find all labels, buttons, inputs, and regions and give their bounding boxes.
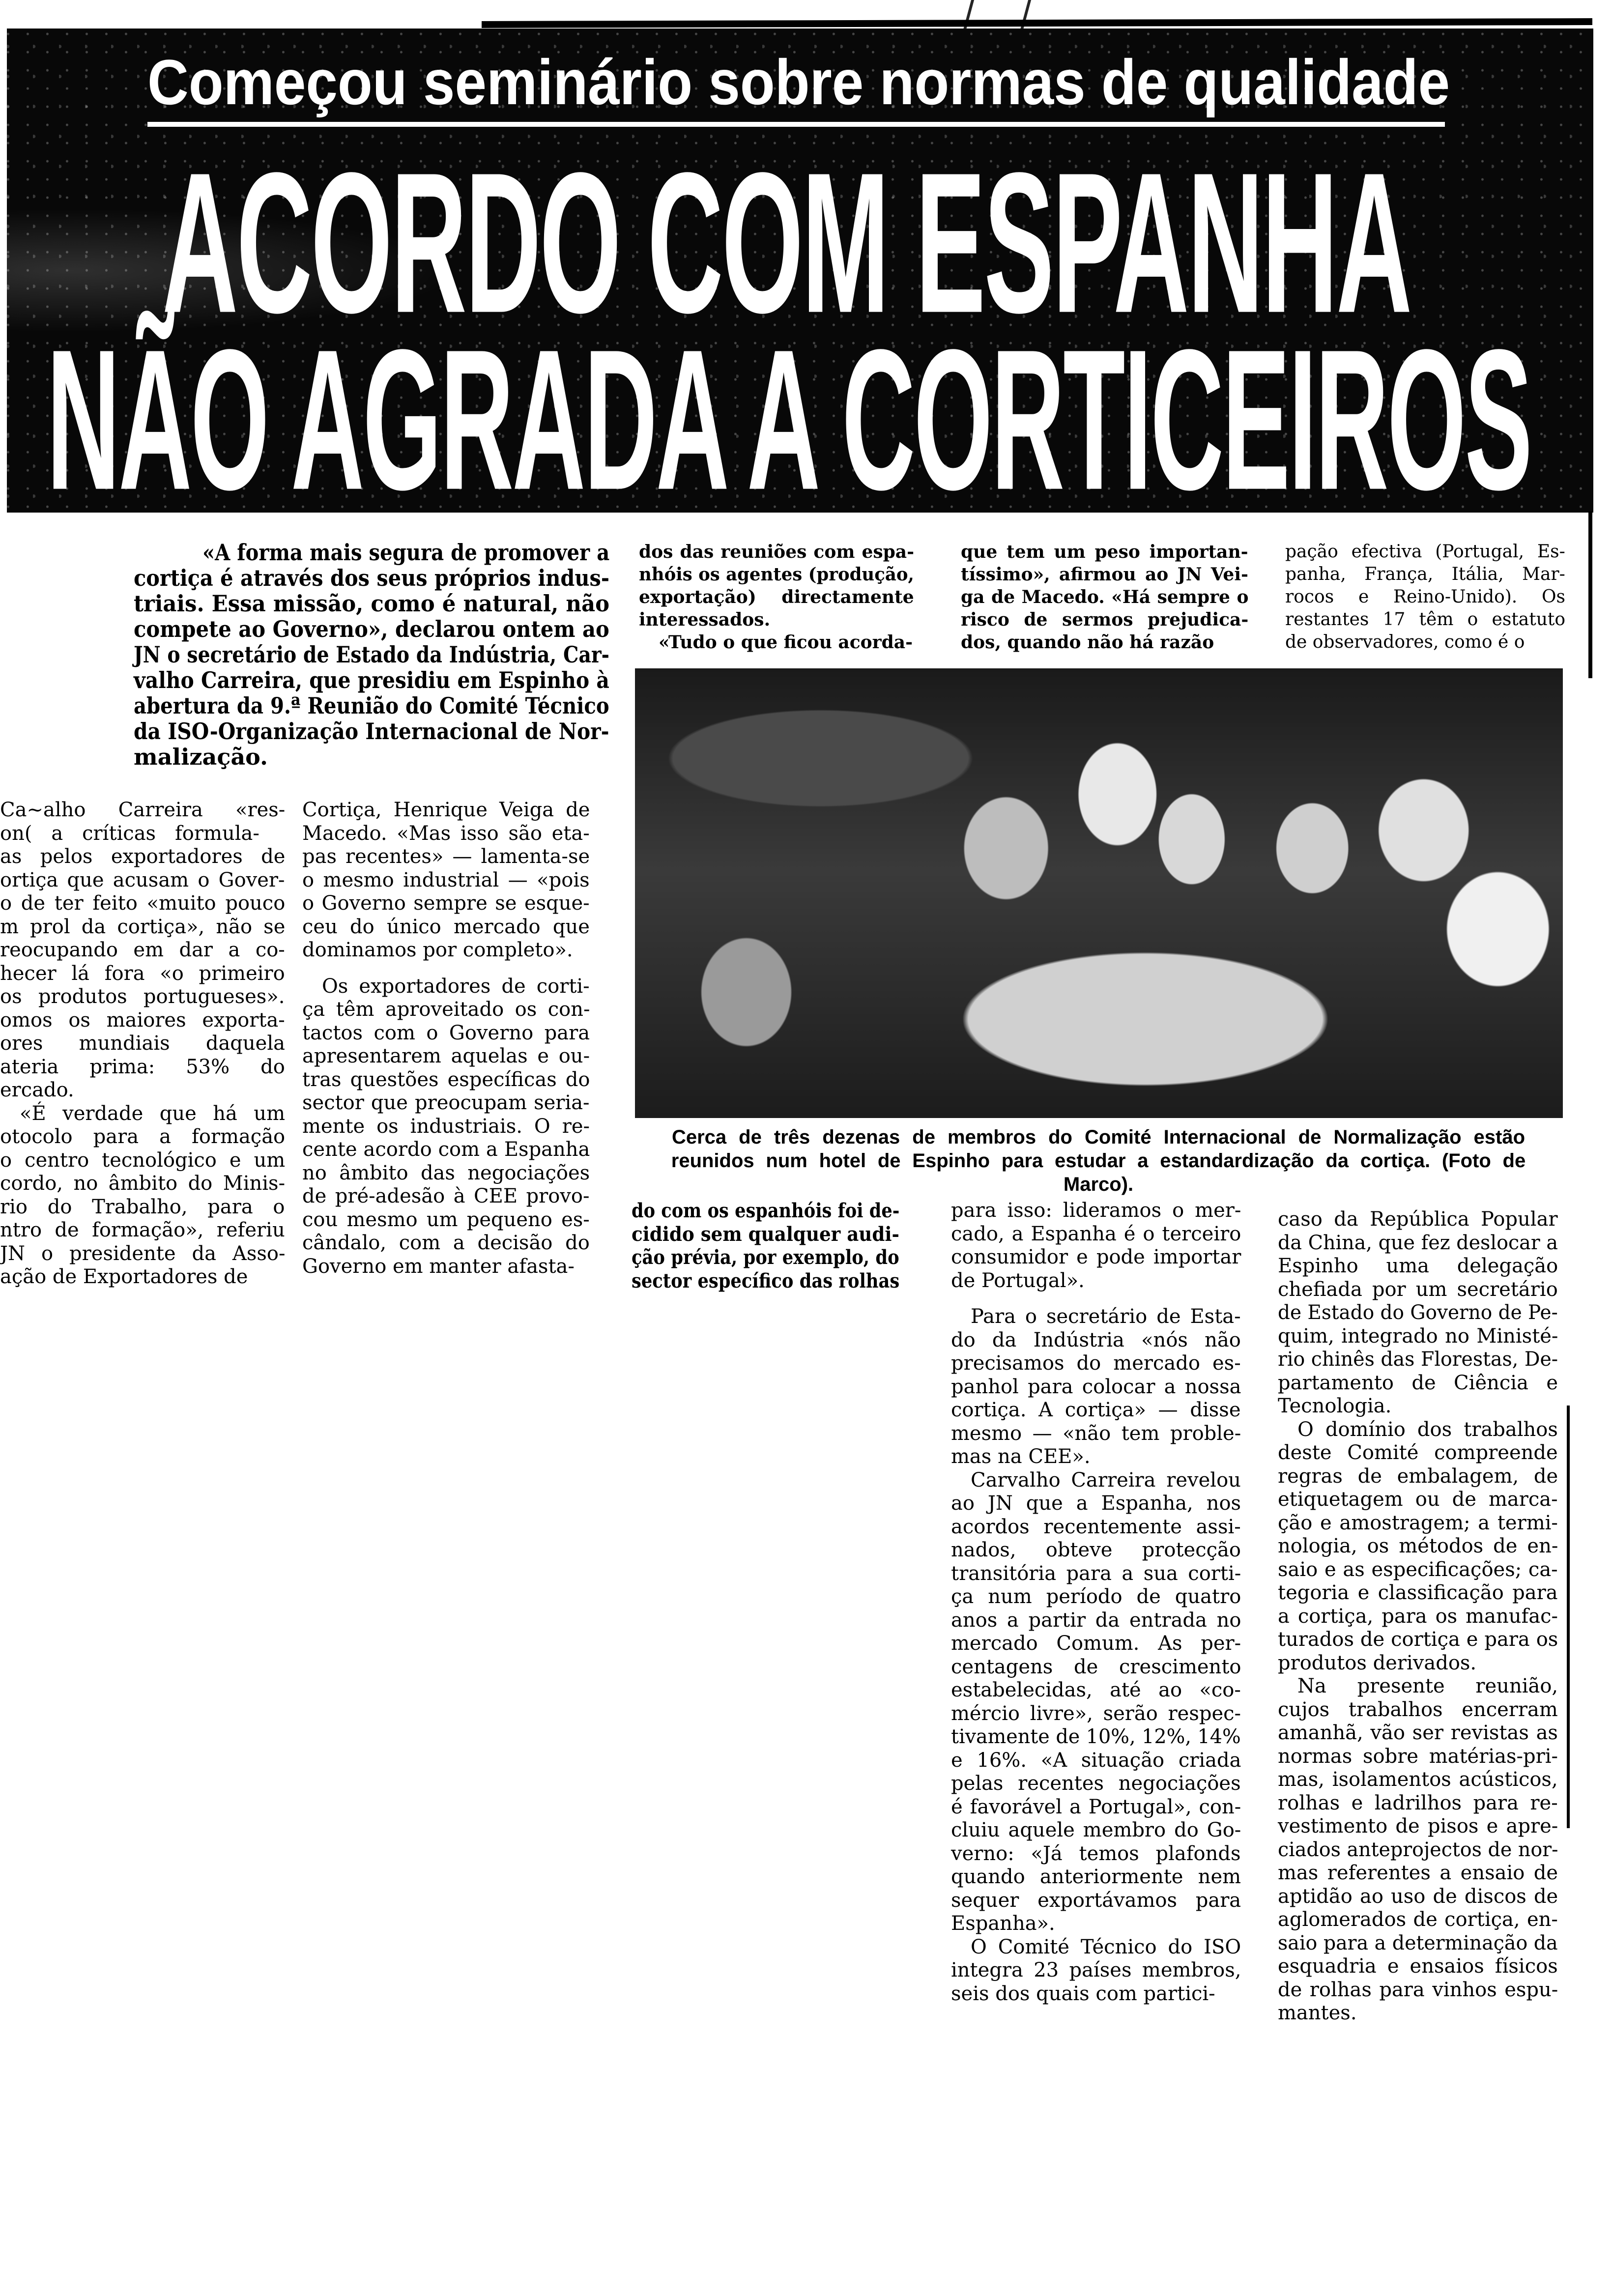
text-line: O domínio dos trabalhos bbox=[1297, 1418, 1558, 1441]
text-line: Ca~alho Carreira «res- bbox=[0, 799, 286, 821]
text-line: cou mesmo um pequeno es- bbox=[302, 1208, 590, 1231]
paragraph bbox=[1278, 1675, 1558, 2025]
text-line: ciados anteprojectos de nor- bbox=[1278, 1838, 1558, 1861]
text-line: ores mundiais daquela bbox=[0, 1032, 285, 1055]
text-line: do da Indústria «nós não bbox=[951, 1328, 1241, 1351]
column-rule bbox=[1588, 511, 1592, 678]
text-line: panhol para colocar a nossa bbox=[951, 1375, 1241, 1398]
text-line: o de ter feito «muito pouco bbox=[0, 892, 286, 915]
text-line: rolhas e ladrilhos para re- bbox=[1278, 1791, 1558, 1814]
text-line: ação de Exportadores de bbox=[0, 1265, 248, 1288]
text-line: a cortiça, para os manufac- bbox=[1278, 1605, 1558, 1628]
text-line: estabelecidas, até ao «co- bbox=[951, 1679, 1241, 1701]
text-line: dos das reuniões com espa- bbox=[639, 542, 915, 562]
text-line: panha, França, Itália, Mar- bbox=[1285, 564, 1565, 584]
paragraph bbox=[1278, 1208, 1558, 1418]
text-line: «É verdade que há um bbox=[20, 1102, 285, 1125]
text-line: ga de Macedo. «Há sempre o bbox=[961, 587, 1249, 607]
text-line: Tecnologia. bbox=[1278, 1395, 1392, 1417]
text-line: JN o presidente da Asso- bbox=[0, 1242, 286, 1265]
kicker-underline bbox=[147, 122, 1445, 127]
text-line: O Comité Técnico do ISO bbox=[971, 1935, 1241, 1958]
photo-caption bbox=[634, 1125, 1563, 1196]
text-line: ceu do único mercado que bbox=[302, 915, 590, 938]
text-line: mantes. bbox=[1278, 2002, 1357, 2024]
column-lower-2 bbox=[632, 1199, 899, 1292]
text-line: pelas recentes negociações bbox=[951, 1772, 1241, 1795]
paragraph bbox=[0, 1102, 285, 1289]
text-line: sector específico das rolhas bbox=[632, 1269, 900, 1292]
text-line: exportação) directamente bbox=[639, 587, 914, 607]
text-line: Espinho uma delegação bbox=[1278, 1255, 1558, 1277]
text-line: hecer lá fora «o primeiro bbox=[0, 962, 285, 985]
text-line: verno: «Já temos plafonds bbox=[951, 1842, 1241, 1865]
text-line: mas referentes a ensaio de bbox=[1278, 1862, 1558, 1884]
meeting-photo bbox=[635, 668, 1563, 1118]
scan-edge-line bbox=[482, 18, 1592, 28]
text-line: ça têm aproveitado os con- bbox=[302, 998, 590, 1021]
text-line: de observadores, como é o bbox=[1285, 632, 1525, 652]
text-line: normas sobre matérias-pri- bbox=[1278, 1745, 1558, 1768]
text-line: rio do Trabalho, para o bbox=[0, 1195, 285, 1218]
text-line: mércio livre», serão respec- bbox=[951, 1702, 1241, 1725]
text-line: cente acordo com a Espanha bbox=[302, 1138, 590, 1161]
text-line: malização. bbox=[134, 744, 268, 770]
text-line: tras questões específicas do bbox=[302, 1068, 590, 1091]
text-line: ção e amostragem; a termi- bbox=[1278, 1511, 1558, 1534]
text-line: que tem um peso importan- bbox=[961, 542, 1248, 562]
text-line: dominamos por completo». bbox=[302, 939, 573, 961]
text-line: tegoria e classificação para bbox=[1278, 1581, 1558, 1604]
text-line: Cerca de três dezenas de membros do Comité Internacional de Normalização estão bbox=[671, 1126, 1526, 1148]
text-line: mercado Comum. As per- bbox=[951, 1632, 1241, 1655]
text-line: saio para a determinação da bbox=[1278, 1931, 1558, 1954]
text-line: cordo, no âmbito do Minis- bbox=[0, 1172, 286, 1195]
text-line: para isso: lideramos o mer- bbox=[951, 1199, 1241, 1222]
text-line: saio e as especificações; ca- bbox=[1278, 1558, 1558, 1581]
text-line: on( a críticas formula- bbox=[0, 822, 259, 845]
text-line: do com os espanhóis foi de- bbox=[632, 1199, 900, 1222]
text-line: abertura da 9.ª Reunião do Comité Técnico bbox=[134, 692, 609, 719]
text-line: no âmbito das negociações bbox=[302, 1161, 590, 1184]
text-line: ao JN que a Espanha, nos bbox=[951, 1492, 1241, 1515]
text-line: pas recentes» — lamenta-se bbox=[302, 845, 590, 868]
text-line: nhóis os agentes (produção, bbox=[639, 564, 914, 585]
column-top-4 bbox=[1285, 541, 1565, 654]
text-line: os produtos portugueses». bbox=[0, 985, 285, 1008]
text-line: de Estado do Governo de Pe- bbox=[1278, 1301, 1558, 1324]
text-line: compete ao Governo», declarou ontem ao bbox=[134, 616, 609, 642]
text-line: cândalo, com a decisão do bbox=[302, 1232, 590, 1254]
text-line: quando anteriormente nem bbox=[951, 1866, 1241, 1888]
paragraph bbox=[951, 1469, 1241, 1936]
text-line: «Tudo o que ficou acorda- bbox=[659, 632, 913, 653]
text-line: regras de embalagem, de bbox=[1278, 1464, 1558, 1488]
text-line: cidido sem qualquer audi- bbox=[632, 1222, 899, 1246]
text-line: cado, a Espanha é o terceiro bbox=[951, 1222, 1241, 1245]
text-line: triais. Essa missão, como é natural, não bbox=[134, 590, 610, 617]
headline-line-2: NÃO AGRADA A CORTICEIROS bbox=[47, 308, 1531, 532]
text-line: cortiça é através dos seus próprios indus- bbox=[134, 565, 610, 591]
text-line: tactos com o Governo para bbox=[302, 1021, 590, 1044]
text-line: omos os maiores exporta- bbox=[0, 1008, 285, 1032]
text-line: ortiça que acusam o Gover- bbox=[0, 868, 285, 891]
text-line: mas, isolamentos acústicos, bbox=[1278, 1768, 1558, 1791]
text-line: quim, integrado no Ministé- bbox=[1278, 1324, 1558, 1348]
paragraph bbox=[302, 799, 590, 962]
text-line: chefiada por um secretário bbox=[1278, 1278, 1558, 1301]
text-line: acordos recentemente assi- bbox=[951, 1515, 1241, 1538]
text-line: caso da República Popular bbox=[1278, 1208, 1558, 1231]
text-line: de pré-adesão à CEE provo- bbox=[302, 1185, 590, 1207]
text-line: otocolo para a formação bbox=[0, 1125, 286, 1148]
text-line: valho Carreira, que presidiu em Espinho à bbox=[134, 667, 609, 693]
text-line: Macedo. «Mas isso são eta- bbox=[302, 822, 590, 845]
text-line: cluiu aquele membro do Go- bbox=[951, 1819, 1241, 1841]
headline-line-1-box bbox=[162, 131, 1411, 355]
column-lower-4 bbox=[1278, 1208, 1558, 2025]
text-line: Marco). bbox=[1063, 1174, 1134, 1195]
paragraph bbox=[951, 1199, 1241, 1292]
kicker-box bbox=[147, 45, 1450, 119]
text-line: rio chinês das Florestas, De- bbox=[1278, 1348, 1558, 1371]
text-line: nologia, os métodos de en- bbox=[1278, 1535, 1558, 1557]
text-line: Espanha». bbox=[951, 1912, 1055, 1935]
text-line: pação efectiva (Portugal, Es- bbox=[1285, 542, 1565, 562]
text-line: reocupando em dar a co- bbox=[0, 939, 285, 961]
column-top-3 bbox=[961, 541, 1248, 654]
text-line: «A forma mais segura de promover a bbox=[202, 539, 610, 566]
text-line: Os exportadores de corti- bbox=[322, 975, 590, 998]
paragraph bbox=[134, 540, 609, 770]
text-line: Cortiça, Henrique Veiga de bbox=[302, 799, 590, 821]
text-line: centagens de crescimento bbox=[951, 1655, 1241, 1678]
text-line: as pelos exportadores de bbox=[0, 845, 286, 868]
text-line: JN o secretário de Estado da Indústria, Car- bbox=[134, 641, 609, 668]
text-line: dos, quando não há razão bbox=[961, 632, 1214, 653]
text-line: Carvalho Carreira revelou bbox=[971, 1468, 1241, 1492]
text-line: aptidão ao uso de discos de bbox=[1278, 1885, 1558, 1908]
column-left-b bbox=[302, 799, 590, 1278]
text-line: da ISO-Organização Internacional de Nor- bbox=[134, 718, 609, 745]
text-line: mente os industriais. O re- bbox=[302, 1115, 590, 1138]
text-line: Governo em manter afasta- bbox=[302, 1255, 575, 1278]
text-line: restantes 17 têm o estatuto bbox=[1285, 609, 1566, 630]
text-line: tivamente de 10%, 12%, 14% bbox=[951, 1725, 1241, 1748]
text-line: e 16%. «A situação criada bbox=[951, 1749, 1241, 1772]
headline-line-2-box bbox=[47, 308, 1531, 532]
text-line: m prol da cortiça», não se bbox=[0, 915, 286, 938]
text-line: ça num período de quatro bbox=[951, 1585, 1241, 1608]
text-line: etiquetagem ou de marca- bbox=[1278, 1488, 1558, 1511]
text-line: aglomerados de cortiça, en- bbox=[1278, 1908, 1558, 1931]
paragraph bbox=[951, 1936, 1241, 2006]
text-line: transitória para a sua corti- bbox=[951, 1562, 1241, 1585]
text-line: deste Comité compreende bbox=[1278, 1441, 1558, 1464]
text-line: sector que preocupam seria- bbox=[302, 1091, 590, 1114]
paragraph bbox=[1278, 1418, 1558, 1675]
text-line: o mesmo industrial — «pois bbox=[302, 868, 590, 891]
text-line: esquadria e ensaios físicos bbox=[1278, 1955, 1558, 1978]
text-line: precisamos do mercado es- bbox=[951, 1352, 1241, 1375]
text-line: mas na CEE». bbox=[951, 1445, 1091, 1468]
text-line: Na presente reunião, bbox=[1297, 1675, 1558, 1697]
paragraph bbox=[961, 541, 1248, 654]
paragraph bbox=[1285, 541, 1565, 654]
column-rule-right bbox=[1567, 1406, 1570, 1828]
text-line: risco de sermos prejudica- bbox=[961, 609, 1249, 630]
text-line: cujos trabalhos encerram bbox=[1278, 1698, 1558, 1721]
text-line: o centro tecnológico e um bbox=[0, 1148, 286, 1172]
column-left-a bbox=[0, 799, 285, 1289]
paragraph bbox=[951, 1305, 1241, 1469]
text-line: interessados. bbox=[639, 609, 771, 630]
text-line: amanhã, vão ser revistas as bbox=[1278, 1722, 1558, 1744]
paragraph bbox=[639, 541, 914, 631]
headline-line-1: ACORDO COM ESPANHA bbox=[162, 131, 1411, 355]
text-line: turados de cortiça e para os bbox=[1278, 1628, 1558, 1651]
text-line: integra 23 países membros, bbox=[951, 1959, 1241, 1981]
text-line: partamento de Ciência e bbox=[1278, 1371, 1558, 1394]
text-line: consumidor e pode importar bbox=[951, 1246, 1241, 1268]
text-line: ntro de formação», referiu bbox=[0, 1219, 285, 1241]
text-line: nados, obteve protecção bbox=[951, 1539, 1241, 1561]
text-line: mesmo — «não tem proble- bbox=[951, 1422, 1241, 1445]
text-line: apresentarem aquelas e ou- bbox=[302, 1045, 590, 1067]
paragraph bbox=[639, 631, 914, 654]
text-line: produtos derivados. bbox=[1278, 1651, 1477, 1674]
text-line: tíssimo», afirmou ao JN Vei- bbox=[961, 564, 1248, 585]
text-line: ercado. bbox=[0, 1079, 74, 1101]
column-top-2 bbox=[639, 541, 914, 654]
text-line: ateria prima: 53% do bbox=[0, 1055, 285, 1078]
text-line: ção prévia, por exemplo, do bbox=[632, 1246, 899, 1269]
text-line: o Governo sempre se esque- bbox=[302, 892, 590, 915]
text-line: de rolhas para vinhos espu- bbox=[1278, 1978, 1558, 2001]
paragraph bbox=[302, 975, 590, 1279]
text-line: vestimento de pisos e apre- bbox=[1278, 1815, 1558, 1837]
text-line: sequer exportávamos para bbox=[951, 1889, 1241, 1912]
column-lower-3 bbox=[951, 1199, 1241, 2006]
paragraph bbox=[0, 799, 285, 1102]
paragraph bbox=[632, 1199, 899, 1292]
text-line: Para o secretário de Esta- bbox=[971, 1305, 1241, 1328]
text-line: de Portugal». bbox=[951, 1269, 1085, 1292]
text-line: da China, que fez deslocar a bbox=[1278, 1231, 1558, 1254]
paragraph bbox=[634, 1125, 1563, 1196]
text-line: anos a partir da entrada no bbox=[951, 1608, 1241, 1632]
text-line: rocos e Reino-Unido). Os bbox=[1285, 587, 1566, 607]
text-line: é favorável a Portugal», con- bbox=[951, 1795, 1241, 1818]
lead-paragraph bbox=[134, 540, 609, 770]
text-line: cortiça. A cortiça» — disse bbox=[951, 1399, 1241, 1421]
text-line: reunidos num hotel de Espinho para estudar a estandardização da cortiça. (Foto de bbox=[671, 1150, 1526, 1172]
kicker-headline: Começou seminário sobre normas de qualidade bbox=[147, 46, 1450, 118]
text-line: seis dos quais com partici- bbox=[951, 1982, 1215, 2005]
